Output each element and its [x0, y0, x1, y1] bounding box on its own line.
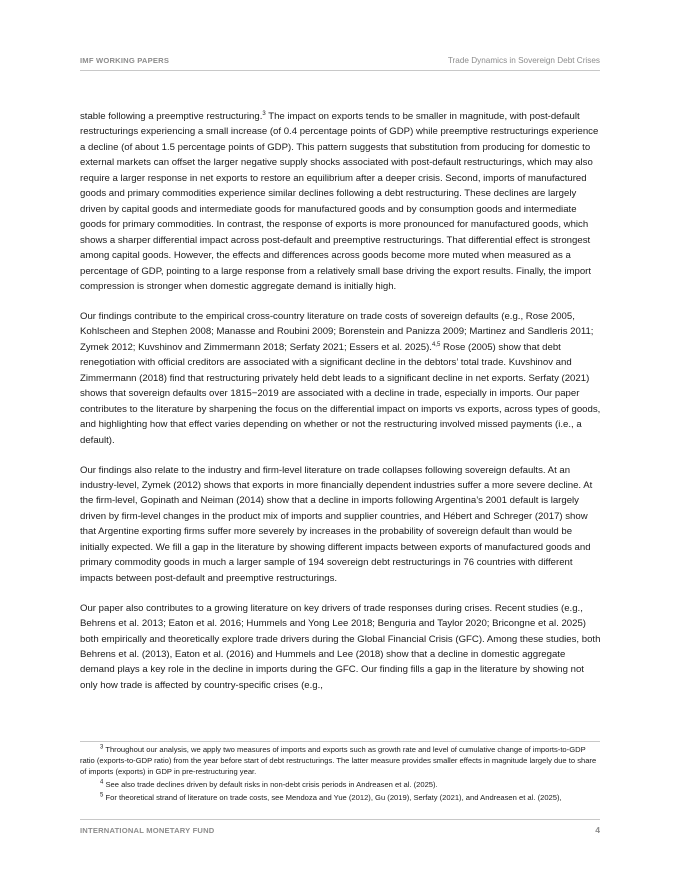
footnote-number: 3 [100, 744, 104, 751]
paragraph-1-text-a: stable following a preemptive restructuring. [80, 111, 263, 122]
footer-publisher: INTERNATIONAL MONETARY FUND [80, 826, 215, 835]
paragraph-1 [80, 109, 601, 294]
footnote-3 [80, 745, 601, 778]
page-number: 4 [595, 825, 600, 835]
footnote-text: See also trade declines driven by default risks in non-debt crisis periods in Andreasen et al. (2025). [103, 779, 438, 789]
footnote-number: 4 [100, 779, 104, 786]
paragraph-4-text: Our paper also contributes to a growing literature on key drivers of trade responses during crises. Recent studies (e.g., Behrens et al. 2013; Eaton et al. 2016; Hummels and Yong Lee 2018; Benguria and Taylor 2020; Bricongne et al. 2025) both empirically and theoretically explore trade drivers during the Global Financial Crisis (GFC). Among these studies, both Behrens et al. (2013), Eaton et al. (2016) and Hummels and Lee (2018) show that a decline in domestic aggregate demand plays a key role in the decline in imports during the GFC. Our finding fills a gap in the literature by showing not only how trade is affected by country-specific crises (e.g., [80, 602, 601, 691]
header-divider [80, 70, 600, 71]
paragraph-1-text-b: The impact on exports tends to be smaller in magnitude, with post-default restructurings experiencing a small increase (of 0.4 percentage points of GDP) while preemptive restructurings experience a decline (of about 1.5 percentage points of GDP). This pattern suggests that substitution from producing for domestic to external markets can offset the larger negative supply shocks associated with post-default restructurings, which may also require a larger response in net exports to restore an equilibrium after a deeper crisis. Second, imports of manufactured goods and primary commodities experience similar declines following a debt restructuring. These declines are largely driven by capital goods and intermediate goods for manufactured goods and by consumption goods and intermediate goods for primary commodities. In contrast, the response of exports is more pronounced for manufactured goods, which shows a sharper differential impact across post-default and preemptive restructurings. That differential effect is strongest among capital goods. However, the effects and differences across goods become more muted when measured as a percentage of GDP, pointing to a large response from a relatively small base driving the export results. Finally, the import compression is stronger when domestic aggregate demand is initially high. [80, 111, 599, 292]
footnote-divider [80, 741, 600, 742]
footnote-text: Throughout our analysis, we apply two measures of imports and exports such as growth rate and level of cumulative change of imports-to-GDP ratio (exports-to-GDP ratio) from the year before start of debt restructurings. The latter measure provides smaller effects in magnitude largely due to share of imports (exports) in GDP in pre-restructuring year. [80, 745, 597, 776]
footnotes [80, 745, 601, 806]
paragraph-2-text-a: Our findings contribute to the empirical cross-country literature on trade costs of sovereign defaults (e.g., Rose 2005, Kohlscheen and Stephen 2008; Manasse and Roubini 2009; Borenstein and Panizza 2009; Martinez and Sandleris 2011; Zymek 2012; Kuvshinov and Zimmermann 2018; Serfaty 2021; Essers et al. 2025). [80, 310, 594, 353]
paragraph-3-text: Our findings also relate to the industry and firm-level literature on trade collapses following sovereign defaults. At an industry-level, Zymek (2012) shows that exports in more financially dependent industries suffer a more severe decline. At the firm-level, Gopinath and Neiman (2014) show that a decline in imports following Argentina’s 2001 default is largely driven by firm-level changes in the product mix of imports and supplier countries, and Hébert and Schreger (2017) show that Argentine exporting firms suffer more severely by increases in the probability of sovereign default than would be initially expected. We fill a gap in the literature by showing different impacts between exports of manufactured goods and primary commodity goods in much a larger sample of 194 sovereign debt restructurings in 76 countries with different impacts between post-default and preemptive restructurings. [80, 464, 593, 584]
footer-divider [80, 819, 600, 820]
paragraph-4 [80, 601, 601, 694]
footnote-text: For theoretical strand of literature on trade costs, see Mendoza and Yue (2012), Gu (2019), Serfaty (2021), and Andreasen et al. (2025), [103, 793, 562, 802]
paragraph-2-text-b: Rose (2005) show that debt renegotiation with official creditors are associated with a significant decline in the debtors’ total trade. Kuvshinov and Zimmermann (2018) find that restructuring privately held debt leads to a significant decline in net exports. Serfaty (2021) shows that sovereign defaults over 1815−2019 are associated with a decline in trade, especially in imports. Our paper contributes to the literature by sharpening the focus on the differential impact on imports vs exports, across types of goods, and highlighting how that effect varies depending on whether or not the restructuring involved missed payments (i.e., a default). [80, 341, 601, 446]
footnote-ref-3: 3 [262, 110, 266, 117]
series-name: IMF WORKING PAPERS [80, 56, 170, 65]
running-title: Trade Dynamics in Sovereign Debt Crises [447, 56, 600, 65]
footnote-number: 5 [100, 792, 104, 799]
paragraph-2 [80, 309, 601, 448]
body-text [80, 109, 601, 708]
paragraph-3 [80, 463, 601, 587]
footnote-5 [80, 793, 601, 804]
footnote-4 [80, 780, 601, 791]
footnote-ref-4-5: 4,5 [431, 341, 441, 348]
